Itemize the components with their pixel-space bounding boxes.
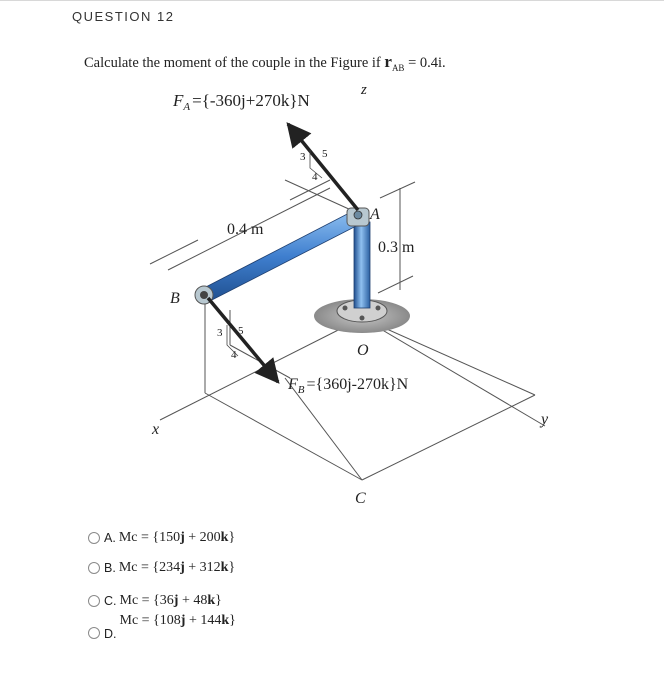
length-ab-label: 0.4 m: [227, 221, 264, 238]
option-d[interactable]: [88, 613, 236, 641]
option-d-formula: Mc = {108j + 144k}: [119, 613, 236, 628]
option-a-letter: A.: [104, 531, 116, 545]
force-b-label: $F_B =\{360j-270k\}N$: [288, 376, 409, 396]
triangle-a-4: 4: [312, 171, 318, 183]
dimension-lines: [150, 180, 415, 293]
point-b-label: B: [170, 290, 180, 307]
option-a-radio[interactable]: [88, 532, 100, 544]
axis-z-label: z: [361, 82, 367, 98]
point-a-label: A: [370, 206, 380, 223]
triangle-b-3: 3: [217, 327, 223, 339]
force-a-label: $F_A =\{-360j+270k\}N$: [173, 91, 310, 113]
option-d-radio[interactable]: [88, 627, 100, 639]
triangle-a-5: 5: [322, 148, 328, 160]
option-a-formula: Mc = {150j + 200k}: [118, 530, 236, 545]
option-b-formula: Mc = {234j + 312k}: [118, 560, 236, 575]
option-c-formula: Mc = {36j + 48k}: [119, 593, 222, 608]
question-text-after: = 0.4i.: [408, 55, 446, 71]
point-c-label: C: [355, 490, 366, 507]
axis-x-label: x: [152, 421, 160, 438]
option-c-radio[interactable]: [88, 595, 100, 607]
question-text-before: Calculate the moment of the couple in the Figure if: [84, 55, 381, 71]
option-d-letter: D.: [104, 627, 117, 641]
triangle-b-5: 5: [238, 325, 244, 337]
vector-subscript: AB: [391, 62, 405, 73]
option-b-radio[interactable]: [88, 562, 100, 574]
option-a[interactable]: [88, 530, 235, 546]
option-c[interactable]: [88, 593, 222, 609]
point-o-label: O: [357, 342, 369, 359]
triangle-b-4: 4: [231, 349, 237, 361]
option-b[interactable]: [88, 560, 235, 576]
vertical-pipe: [354, 222, 370, 308]
option-b-letter: B.: [104, 561, 116, 575]
horizontal-pipe: [200, 210, 364, 302]
force-arrow-b: [208, 298, 278, 382]
elbow-joint: [347, 208, 369, 226]
length-ao-label: 0.3 m: [378, 239, 415, 256]
option-c-letter: C.: [104, 594, 117, 608]
vector-symbol: r: [384, 52, 392, 71]
question-heading: QUESTION 12: [72, 9, 175, 24]
axis-y-label: y: [541, 411, 549, 428]
triangle-a-3: 3: [300, 151, 306, 163]
